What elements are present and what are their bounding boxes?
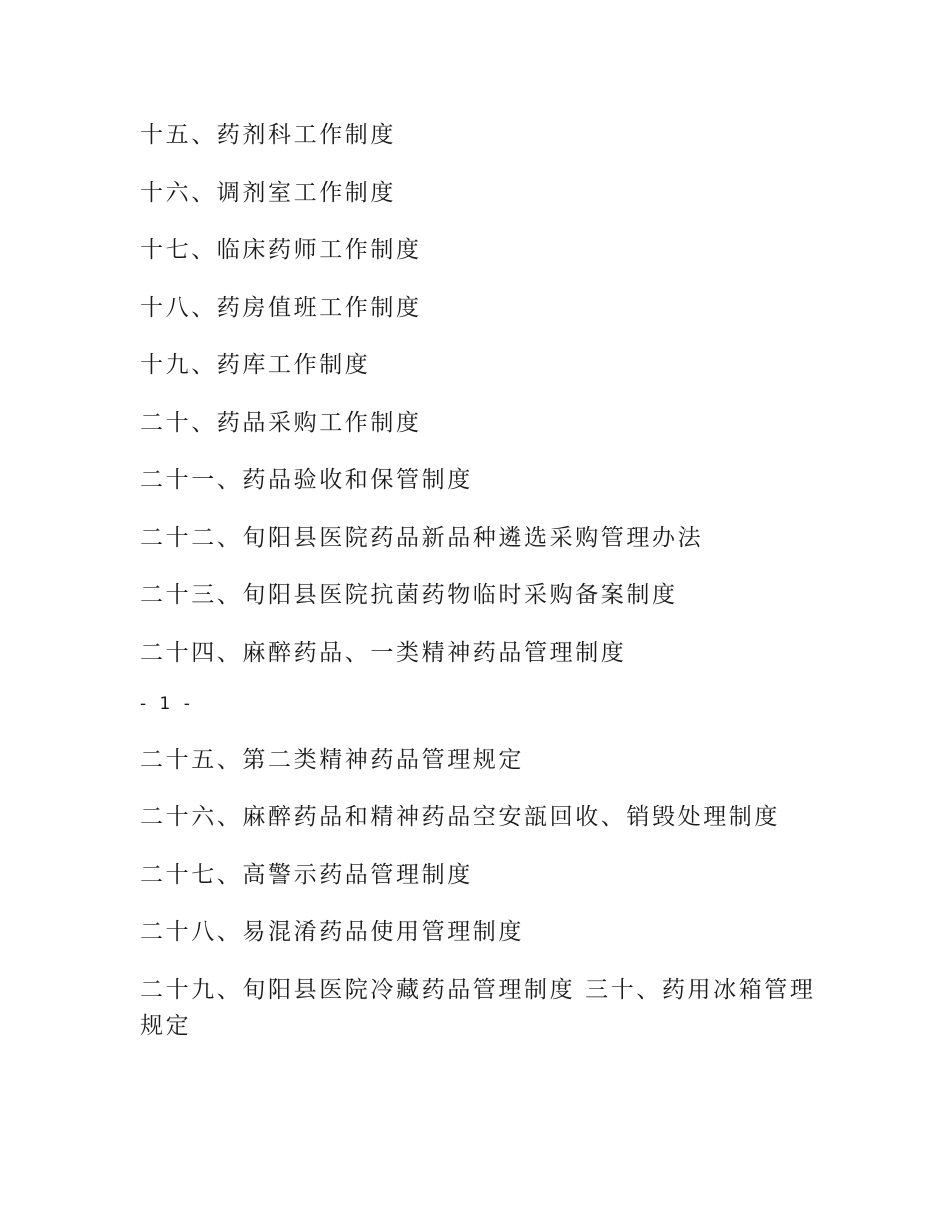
toc-item-24: 二十四、麻醉药品、一类精神药品管理制度 <box>140 640 627 666</box>
toc-item-19: 十九、药库工作制度 <box>140 352 371 378</box>
toc-item-25: 二十五、第二类精神药品管理规定 <box>140 747 524 773</box>
toc-item-20: 二十、药品采购工作制度 <box>140 410 422 436</box>
toc-item-15: 十五、药剂科工作制度 <box>140 122 396 148</box>
toc-item-29-30: 二十九、旬阳县医院冷藏药品管理制度 三十、药用冰箱管理规定 <box>140 977 816 1039</box>
page-number: - 1 - <box>140 694 194 714</box>
toc-item-16: 十六、调剂室工作制度 <box>140 180 396 206</box>
toc-item-28: 二十八、易混淆药品使用管理制度 <box>140 919 524 945</box>
toc-item-18: 十八、药房值班工作制度 <box>140 295 422 321</box>
toc-item-23: 二十三、旬阳县医院抗菌药物临时采购备案制度 <box>140 582 678 608</box>
toc-item-17: 十七、临床药师工作制度 <box>140 237 422 263</box>
toc-item-22: 二十二、旬阳县医院药品新品种遴选采购管理办法 <box>140 525 704 551</box>
toc-item-27: 二十七、高警示药品管理制度 <box>140 862 473 888</box>
toc-item-26: 二十六、麻醉药品和精神药品空安瓿回收、销毁处理制度 <box>140 804 780 830</box>
toc-item-21: 二十一、药品验收和保管制度 <box>140 467 473 493</box>
